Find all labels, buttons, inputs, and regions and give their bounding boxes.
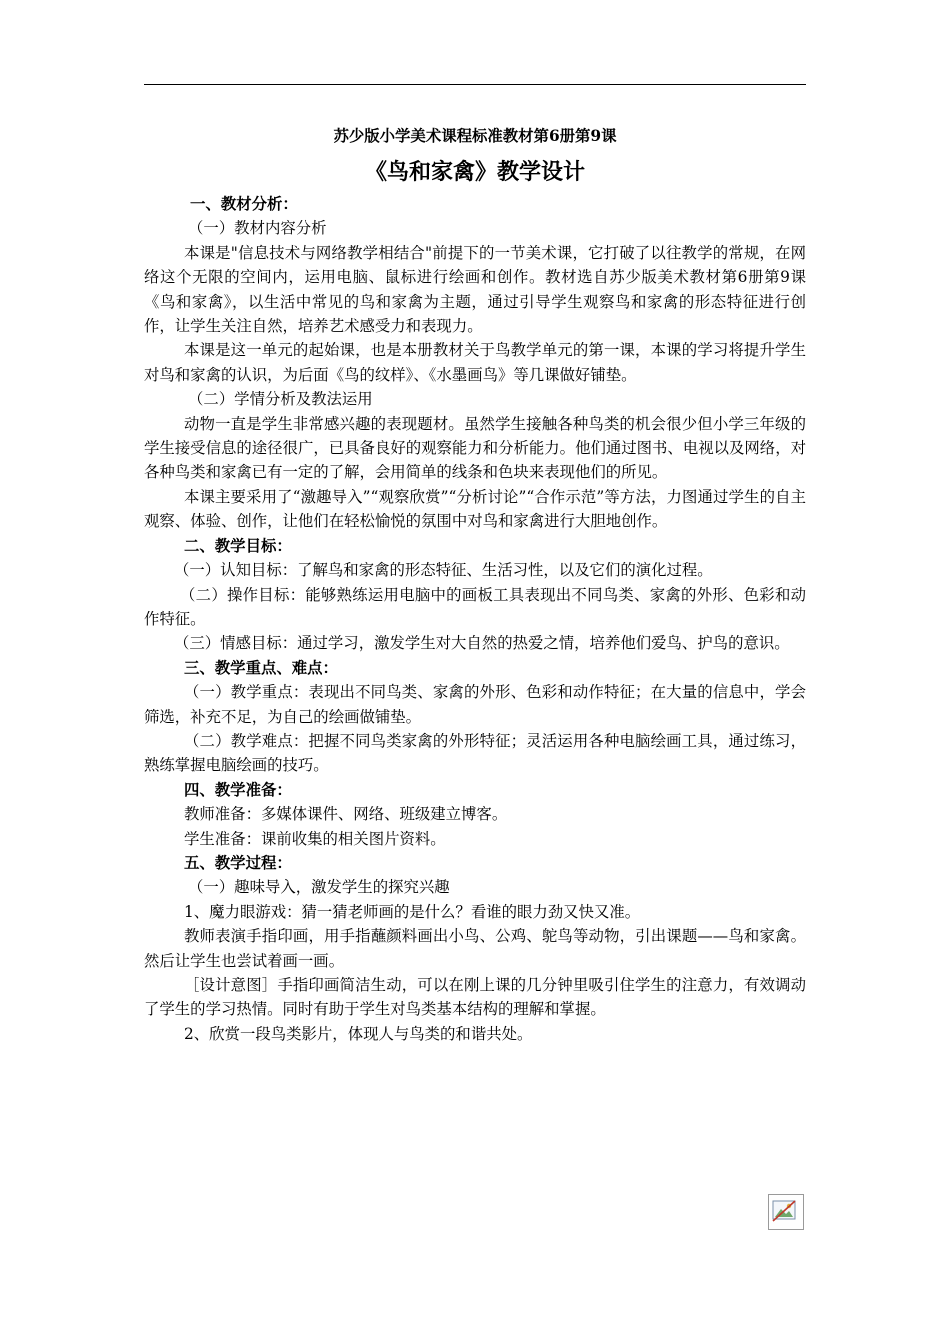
broken-image-glyph bbox=[769, 1195, 803, 1229]
subsection-heading-1-2: （二）学情分析及教法运用 bbox=[188, 390, 373, 409]
prep-teacher: 教师准备：多媒体课件、网络、班级建立博客。 bbox=[184, 805, 508, 824]
goal-1: （一）认知目标：了解鸟和家禽的形态特征、生活习性，以及它们的演化过程。 bbox=[174, 561, 713, 580]
key-point-1: （一）教学重点：表现出不同鸟类、家禽的外形、色彩和动作特征；在大量的信息中，学会筛选，补充不足，为自己的绘画做铺垫。 bbox=[144, 683, 806, 726]
broken-image-icon bbox=[768, 1194, 804, 1230]
process-1: 1、魔力眼游戏：猜一猜老师画的是什么？看谁的眼力劲又快又准。 bbox=[184, 902, 641, 921]
subsection-heading-5-1: （一）趣味导入，激发学生的探究兴趣 bbox=[188, 878, 450, 897]
doc-title: 《鸟和家禽》教学设计 bbox=[364, 159, 585, 185]
header-rule bbox=[144, 84, 806, 85]
goal-3: （三）情感目标：通过学习，激发学生对大自然的热爱之情，培养他们爱鸟、护鸟的意识。 bbox=[174, 634, 790, 653]
section-heading-4: 四、教学准备： bbox=[184, 780, 292, 799]
section-heading-5: 五、教学过程： bbox=[184, 853, 292, 872]
goal-2: （二）操作目标：能够熟练运用电脑中的画板工具表现出不同鸟类、家禽的外形、色彩和动作特征。 bbox=[144, 585, 806, 628]
prep-student: 学生准备：课前收集的相关图片资料。 bbox=[184, 829, 446, 848]
subsection-heading-1-1: （一）教材内容分析 bbox=[188, 219, 327, 238]
process-4: 2、欣赏一段鸟类影片，体现人与鸟类的和谐共处。 bbox=[184, 1024, 533, 1043]
process-3: ［设计意图］手指印画简洁生动，可以在刚上课的几分钟里吸引住学生的注意力，有效调动了学生的学习热情。同时有助于学生对鸟类基本结构的理解和掌握。 bbox=[144, 976, 806, 1019]
paragraph-3: 动物一直是学生非常感兴趣的表现题材。虽然学生接触各种鸟类的机会很少但小学三年级的学生接受信息的途径很广，已具备良好的观察能力和分析能力。他们通过图书、电视以及网络，对各种鸟类和家禽已有一定的了解，会用简单的线条和色块来表现他们的所见。 bbox=[144, 414, 806, 482]
paragraph-4: 本课主要采用了“激趣导入”“观察欣赏”“分析讨论”“合作示范”等方法，力图通过学生的自主观察、体验、创作，让他们在轻松愉悦的氛围中对鸟和家禽进行大胆地创作。 bbox=[144, 487, 806, 531]
section-heading-2: 二、教学目标： bbox=[184, 536, 292, 555]
section-heading-1: 一、教材分析： bbox=[190, 195, 298, 213]
process-2: 教师表演手指印画，用手指蘸颜料画出小鸟、公鸡、鸵鸟等动物，引出课题——鸟和家禽。然后让学生也尝试着画一画。 bbox=[144, 927, 806, 970]
paragraph-2: 本课是这一单元的起始课，也是本册教材关于鸟教学单元的第一课，本课的学习将提升学生对鸟和家禽的认识，为后面《鸟的纹样》、《水墨画鸟》等几课做好铺垫。 bbox=[144, 341, 806, 384]
doc-subtitle: 苏少版小学美术课程标准教材第6册第9课 bbox=[333, 127, 617, 145]
section-heading-3: 三、教学重点、难点： bbox=[184, 658, 338, 677]
paragraph-1: 本课是"信息技术与网络教学相结合"前提下的一节美术课，它打破了以往教学的常规，在网络这个无限的空间内，运用电脑、鼠标进行绘画和创作。教材选自苏少版美术教材第6册第9课《鸟和家禽》，以生活中常见的鸟和家禽为主题，通过引导学生观察鸟和家禽的形态特征进行创作，让学生关注自然，培养艺术感受力和表现力。 bbox=[144, 243, 806, 336]
document-body bbox=[144, 122, 806, 1046]
key-point-2: （二）教学难点：把握不同鸟类家禽的外形特征；灵活运用各种电脑绘画工具，通过练习，熟练掌握电脑绘画的技巧。 bbox=[144, 731, 806, 775]
